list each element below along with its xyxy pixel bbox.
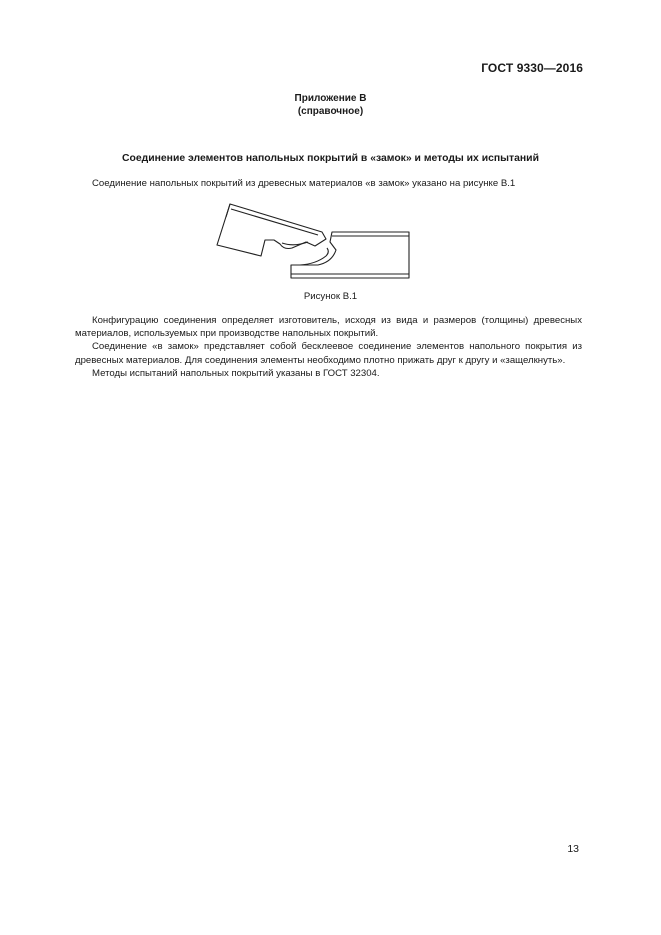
appendix-status: (справочное): [297, 106, 364, 117]
document-code: ГОСТ 9330—2016: [481, 61, 583, 75]
page-number: 13: [567, 843, 579, 855]
paragraph-configuration: Конфигурацию соединения определяет изготовитель, исходя из вида и размеров (толщины) древесных материалов, используемых при производстве напольных покрытий.: [75, 315, 582, 340]
section-title: Соединение элементов напольных покрытий в «замок» и методы их испытаний: [122, 153, 539, 164]
left-panel-surface-line: [231, 209, 318, 235]
left-panel-face-line: [226, 204, 230, 217]
right-panel-groove: [300, 248, 328, 265]
appendix-title: Приложение В: [294, 93, 367, 104]
lock-joint-figure: [212, 198, 416, 280]
right-panel: [291, 232, 409, 278]
figure-caption: Рисунок В.1: [303, 291, 358, 302]
appendix-heading: [0, 92, 661, 118]
intro-paragraph: Соединение напольных покрытий из древесных материалов «в замок» указано на рисунке В.1: [92, 178, 516, 189]
left-panel: [217, 204, 326, 256]
paragraph-test-methods: Методы испытаний напольных покрытий указаны в ГОСТ 32304.: [92, 367, 380, 379]
body-text: [75, 314, 582, 380]
paragraph-lock-description: Соединение «в замок» представляет собой бесклеевое соединение элементов напольного покрытия из древесных материалов. Для соединения элементы необходимо плотно прижать друг к другу и «защелкнуть».: [75, 341, 582, 366]
